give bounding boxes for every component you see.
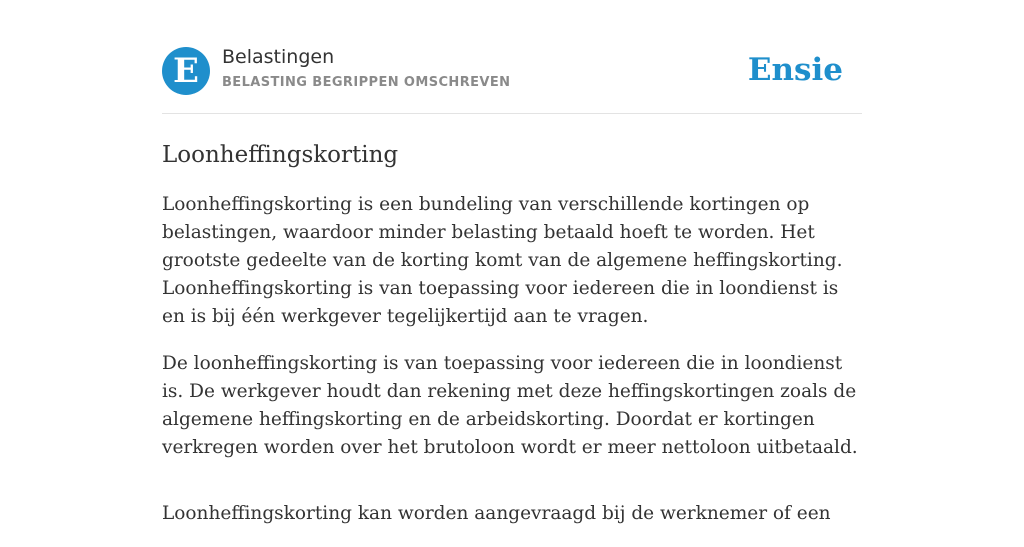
article-body <box>162 191 862 528</box>
article-paragraph: De loonheffingskorting is van toepassing voor iedereen die in loondienst is. De werkgever houdt dan rekening met deze heffingskortingen zoals de algemene heffingskorting en de arbeidskorting. Doordat er kortingen verkregen worden over het brutoloon wordt er meer nettoloon uitbetaald. <box>162 353 858 458</box>
brand-logo[interactable]: Ensie <box>747 52 843 88</box>
site-logo-icon[interactable]: E <box>162 47 210 95</box>
content-container <box>162 0 862 547</box>
site-subtitle: BELASTING BEGRIPPEN OMSCHREVEN <box>222 75 511 90</box>
article-paragraph: Loonheffingskorting is een bundeling van verschillende kortingen op belastingen, waardoor minder belasting betaald hoeft te worden. Het grootste gedeelte van de korting komt van de algemene heffingskorting. Loonheffingskorting is van toepassing voor iedereen die in loondienst is en is bij één werkgever tegelijkertijd aan te vragen. <box>162 194 843 327</box>
article-paragraph: Loonheffingskorting kan worden aangevraagd bij de werknemer of een <box>162 503 831 524</box>
site-header <box>162 0 862 114</box>
article-title: Loonheffingskorting <box>162 142 399 168</box>
site-title[interactable]: Belastingen <box>222 46 335 68</box>
